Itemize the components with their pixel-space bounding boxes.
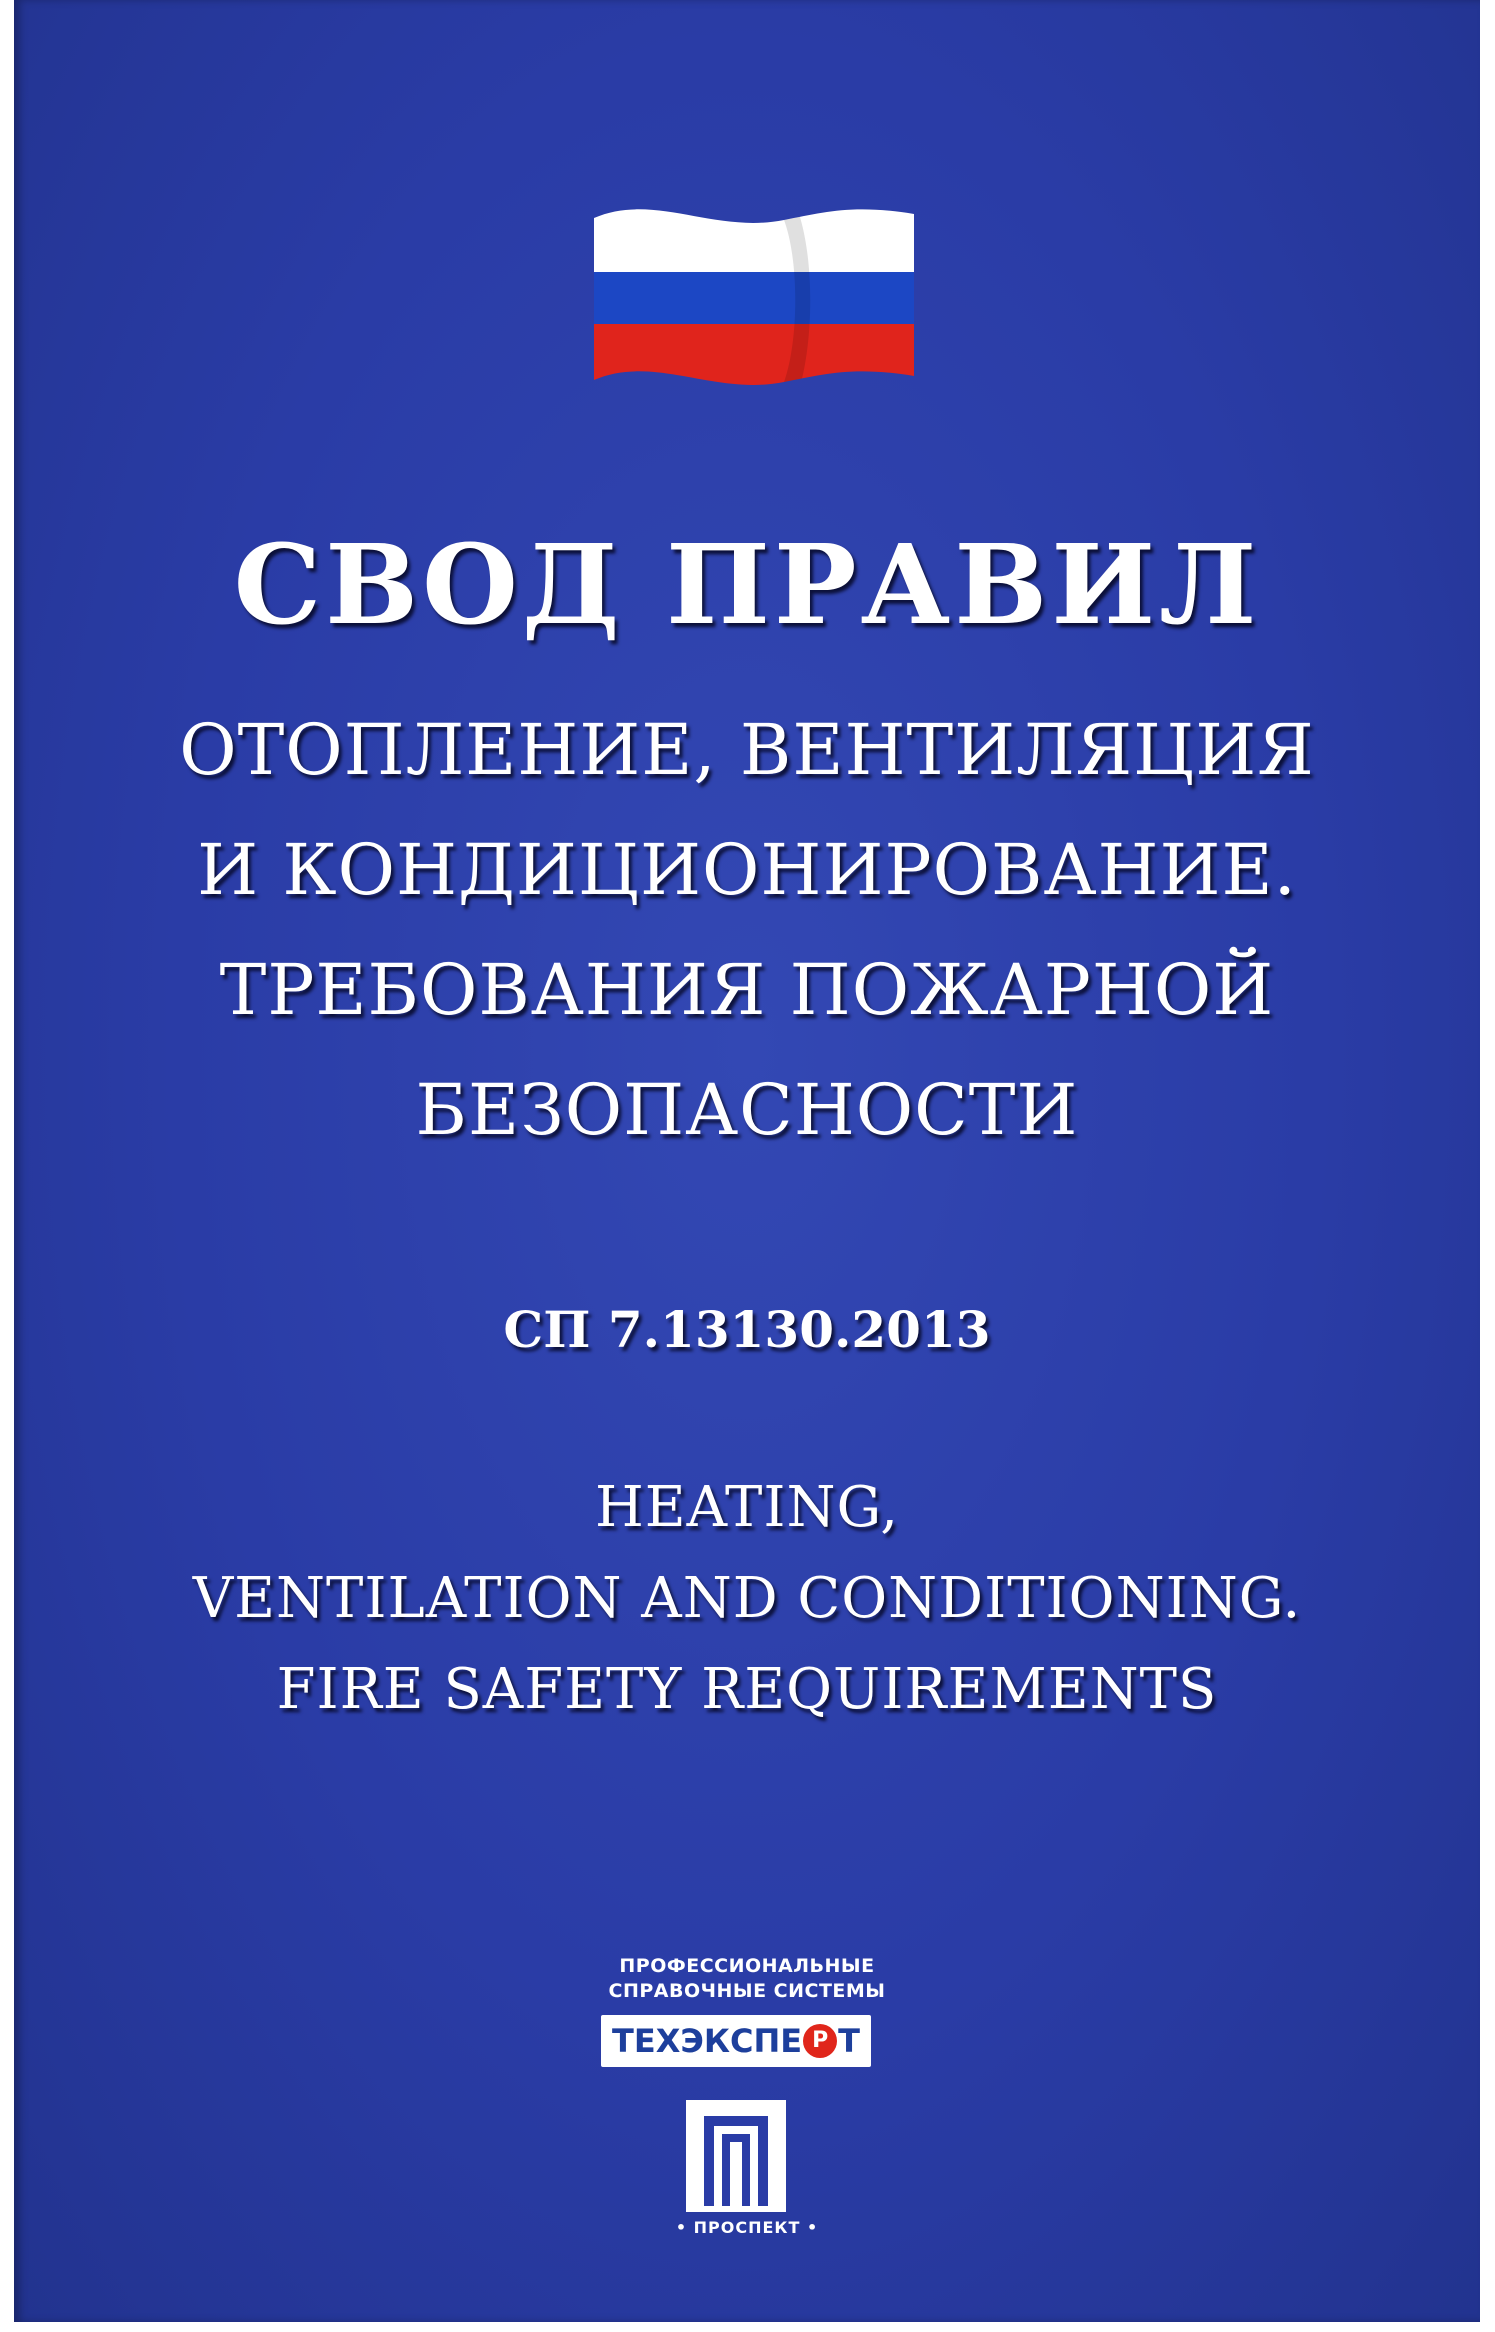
publisher-name: • ПРОСПЕКТ • — [675, 2218, 819, 2237]
techexpert-logo-mark: Р — [803, 2024, 837, 2058]
standard-code: СП 7.13130.2013 — [503, 1300, 991, 1359]
english-title-line-2: VENTILATION AND CONDITIONING. — [192, 1566, 1302, 1631]
logo-caption-line-1: ПРОФЕССИОНАЛЬНЫЕ — [619, 1955, 875, 1977]
subtitle-line-4: БЕЗОПАСНОСТИ — [415, 1069, 1079, 1151]
english-title-line-1: HEATING, — [594, 1475, 900, 1540]
techexpert-logo — [601, 2015, 871, 2067]
russian-flag-icon — [584, 200, 924, 390]
prospekt-logo-icon — [686, 2100, 786, 2212]
logo-caption-line-2: СПРАВОЧНЫЕ СИСТЕМЫ — [608, 1980, 886, 2002]
techexpert-logo-text-end: Т — [838, 2022, 860, 2060]
title: СВОД ПРАВИЛ — [233, 520, 1261, 649]
subtitle-line-3: ТРЕБОВАНИЯ ПОЖАРНОЙ — [219, 949, 1275, 1031]
english-title-line-3: FIRE SAFETY REQUIREMENTS — [276, 1657, 1218, 1722]
subtitle-line-2: И КОНДИЦИОНИРОВАНИЕ. — [197, 829, 1297, 911]
book-cover — [14, 0, 1480, 2322]
techexpert-logo-text-start: ТЕХЭКСПЕ — [612, 2022, 803, 2060]
subtitle-line-1: ОТОПЛЕНИЕ, ВЕНТИЛЯЦИЯ — [179, 709, 1315, 791]
